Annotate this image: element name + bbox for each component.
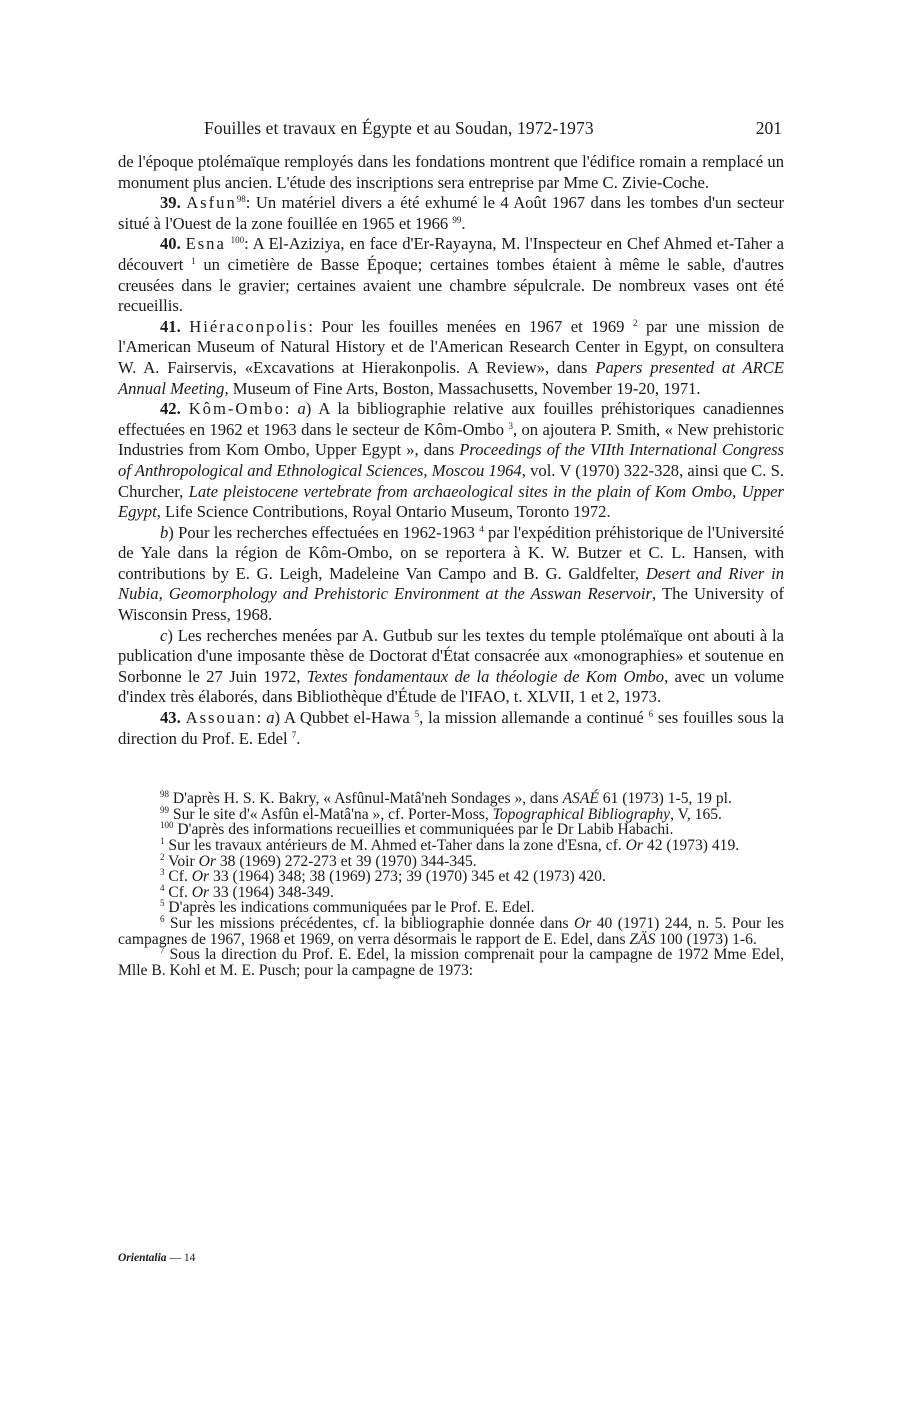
- footnote-number: 5: [160, 898, 165, 909]
- site-name: Asfun: [186, 193, 237, 213]
- section-42: [118, 399, 784, 523]
- text: un cimetière de Basse Époque; certaines tombes étaient à même le sable, d'autres creusées dans le gravier; certaines avaient une chambre sépulcrale. De nombreux vases ont été recueillis.: [118, 254, 785, 316]
- separator: —: [166, 1252, 184, 1264]
- text: ) Les recherches menées par A. Gutbub sur les textes du temple ptolémaïque ont abouti à la publication d'une imposante thèse de Doctorat d'État consacrée aux «monographies» et soutenue en Sorbonne le 27 Juin 1972,: [118, 625, 784, 686]
- text: D'après H. S. K. Bakry, « Asfûnul-Matâ'neh Sondages », dans: [169, 790, 563, 808]
- footnote-1: [118, 838, 784, 854]
- text: : Pour les fouilles menées en 1967 et 1969: [308, 316, 625, 336]
- running-header: [118, 118, 784, 144]
- text: Voir: [164, 852, 199, 870]
- page: [118, 118, 784, 978]
- text: ) A Qubbet el-Hawa: [274, 708, 410, 728]
- section-43: [118, 708, 784, 749]
- citation-title: ASAÉ: [562, 790, 599, 808]
- footnotes: [118, 791, 784, 978]
- text: 40 (1971) 244, n. 5. Pour les campagnes de 1967, 1968 et 1969, on verra désormais le rapport de E. Edel, dans: [118, 914, 784, 948]
- text: 100 (1973) 1-6.: [655, 930, 757, 948]
- footnote-number: 100: [160, 820, 174, 831]
- item-label: a: [266, 708, 275, 728]
- footnote-ref: 98: [236, 194, 246, 205]
- citation-title: Or: [573, 914, 592, 932]
- site-name: Kôm-Ombo: [188, 399, 285, 419]
- text: Sur les missions précédentes, cf. la bibliographie donnée dans: [164, 914, 574, 932]
- footnote-98: [118, 791, 784, 807]
- citation-title: Proceedings of the VIIth International Congress of Anthropological and Ethnological Sciences, Moscou 1964: [118, 440, 784, 480]
- footnote-number: 98: [160, 789, 169, 800]
- text: 33 (1964) 348; 38 (1969) 273; 39 (1970) 345 et 42 (1973) 420.: [209, 868, 606, 886]
- paragraph-continuation: de l'époque ptolémaïque remployés dans les fondations montrent que l'édifice romain a remplacé un monument plus ancien. L'étude des inscriptions sera entreprise par Mme C. Zivie-Coche.: [118, 152, 784, 192]
- footnote-number: 1: [160, 836, 165, 846]
- footnote-2: [118, 851, 784, 870]
- citation-title: Papers presented at ARCE Annual Meeting: [118, 357, 785, 398]
- section-42-b: [118, 523, 784, 626]
- citation-title: Or: [191, 883, 210, 901]
- footnote-ref: 6: [648, 709, 654, 720]
- text: Cf.: [164, 883, 192, 901]
- text: Sur le site d'« Asfûn el-Matâ'na », cf. Porter-Moss,: [169, 805, 493, 823]
- citation-title: Desert and River in Nubia, Geomorphology and Prehistoric Environment at the Asswan Reservoir: [118, 563, 784, 604]
- text: D'après des informations recueillies et communiquées par le Dr Labib Habachi.: [173, 821, 674, 839]
- sheet-number: 14: [183, 1252, 196, 1264]
- item-label: a: [297, 399, 306, 419]
- text: par l'expédition préhistorique de l'Université de Yale dans la région de Kôm-Ombo, on se reportera à K. W. Butzer et C. L. Hansen, with contributions by E. G. Leigh, Madeleine Van Campo and B. G. Galdfelter,: [118, 522, 784, 583]
- footnote-3: [118, 869, 784, 885]
- section-42-c: [118, 626, 784, 708]
- text: : A El-Aziziya, en face d'Er-Rayayna, M. l'Inspecteur en Chef Ahmed et-Taher a découvert: [118, 234, 785, 274]
- citation-title: Textes fondamentaux de la théologie de Kom Ombo: [306, 666, 665, 686]
- section-number: 41.: [160, 316, 181, 336]
- citation-title: Late pleistocene vertebrate from archaeological sites in the plain of Kom Ombo, Upper Egypt: [118, 481, 784, 522]
- item-label: c: [160, 625, 168, 645]
- section-40: [118, 234, 784, 316]
- text: :: [256, 708, 267, 728]
- text: ) Pour les recherches effectuées en 1962-1963: [168, 522, 475, 542]
- text: , Museum of Fine Arts, Boston, Massachusetts, November 19-20, 1971.: [224, 378, 701, 398]
- text: par une mission de l'American Museum of Natural History et de l'American Research Center in Egypt, on consultera W. A. Fairservis, «Excavations at Hierakonpolis. A Review», dans: [118, 316, 785, 377]
- section-41: [118, 317, 784, 399]
- citation-title: Topographical Bibliography: [492, 805, 671, 823]
- citation-title: Or: [198, 852, 216, 870]
- footnote-number: 99: [160, 804, 169, 815]
- site-name: Hiéraconpolis: [189, 316, 309, 336]
- section-number: 42.: [160, 399, 181, 419]
- journal-name: Orientalia: [118, 1252, 167, 1264]
- footnote-100: [118, 822, 784, 838]
- text: , vol. V (1970) 322-328, ainsi que C. S. Churcher,: [118, 460, 785, 501]
- text: Sur les travaux antérieurs de M. Ahmed et-Taher dans la zone d'Esna, cf.: [164, 837, 626, 854]
- footnote-number: 3: [160, 867, 165, 878]
- text: , la mission allemande a continué: [419, 708, 644, 728]
- footnote-number: 7: [160, 945, 165, 956]
- footnote-ref: 2: [632, 317, 638, 328]
- text: ) A la bibliographie relative aux fouilles préhistoriques canadiennes effectuées en 1962 et 1963 dans le secteur de Kôm-Ombo: [118, 399, 784, 439]
- text: , avec un volume d'index très élaborés, dans Bibliothèque d'Étude de l'IFAO, t. XLVII, 1 et 2, 1973.: [118, 666, 784, 707]
- text: : Un matériel divers a été exhumé le 4 Août 1967 dans les tombes d'un secteur situé à l'Ouest de la zone fouillée en 1965 et 1966: [118, 193, 784, 233]
- text: Cf.: [164, 868, 192, 886]
- text: Sous la direction du Prof. E. Edel, la mission comprenait pour la campagne de 1972 Mme Edel, Mlle B. Kohl et M. E. Pusch; pour la campagne de 1973:: [118, 946, 784, 979]
- section-39: [118, 193, 784, 234]
- site-name: Esna: [185, 234, 226, 254]
- site-name: Assouan: [185, 708, 257, 728]
- text: :: [284, 399, 298, 419]
- section-number: 40.: [160, 234, 181, 254]
- text: .: [461, 213, 466, 233]
- footnote-ref: 100: [230, 235, 245, 246]
- footnote-5: [118, 900, 784, 916]
- text: ses fouilles sous la direction du Prof. E. Edel: [118, 708, 784, 748]
- citation-title: Or: [625, 837, 643, 854]
- footnote-ref: 1: [191, 255, 196, 266]
- footnote-ref: 7: [291, 729, 297, 740]
- footnote-ref: 5: [414, 709, 420, 720]
- main-text: [118, 152, 784, 749]
- signature-mark: [118, 1252, 195, 1264]
- text: D'après les indications communiquées par le Prof. E. Edel.: [164, 899, 535, 917]
- footnote-ref: 4: [479, 523, 484, 534]
- section-number: 43.: [160, 708, 181, 728]
- text: , on ajoutera P. Smith, « New prehistoric Industries from Kom Ombo, Upper Egypt », dans: [118, 419, 785, 460]
- footnote-7: [118, 947, 784, 978]
- text: 42 (1973) 419.: [643, 837, 740, 854]
- footnote-number: 2: [160, 851, 165, 862]
- text: , V, 165.: [670, 805, 722, 823]
- page-number: 201: [755, 118, 782, 138]
- text: , The University of Wisconsin Press, 1968.: [118, 584, 785, 625]
- text: 33 (1964) 348-349.: [209, 883, 334, 901]
- text: , Life Science Contributions, Royal Ontario Museum, Toronto 1972.: [156, 502, 611, 522]
- footnote-6: [118, 913, 784, 948]
- text: 61 (1973) 1-5, 19 pl.: [598, 790, 732, 808]
- citation-title: ZÄS: [629, 930, 656, 948]
- running-title: Fouilles et travaux en Égypte et au Soudan, 1972-1973: [204, 118, 594, 138]
- footnote-ref: 3: [508, 420, 513, 431]
- text: 38 (1969) 272-273 et 39 (1970) 344-345.: [215, 852, 477, 870]
- footnote-number: 6: [160, 913, 165, 924]
- footnote-ref: 99: [452, 214, 462, 225]
- item-label: b: [160, 522, 169, 542]
- citation-title: Or: [191, 868, 210, 886]
- section-number: 39.: [160, 193, 181, 213]
- text: .: [296, 728, 301, 748]
- footnote-number: 4: [160, 882, 165, 893]
